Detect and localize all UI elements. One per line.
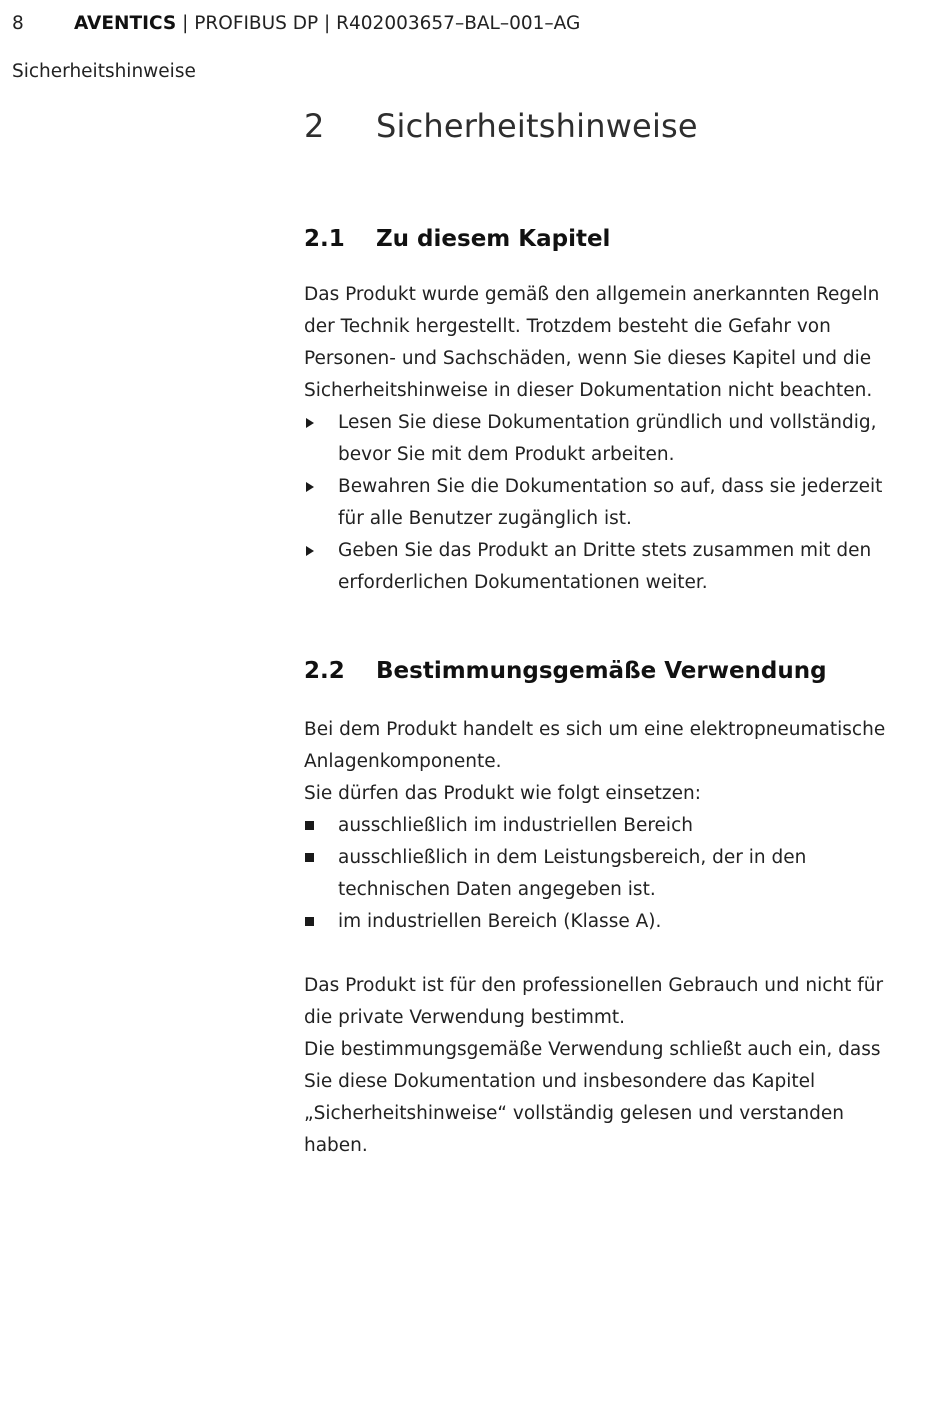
- instruction-text: Lesen Sie diese Dokumentation gründlich und vollständig, bevor Sie mit dem Produkt arbeiten.: [338, 412, 877, 465]
- instruction-item: [304, 471, 904, 535]
- section-heading-2-1: [304, 224, 904, 254]
- square-bullet-icon: [305, 821, 314, 830]
- section-number: 2.1: [304, 226, 345, 252]
- section-title: Zu diesem Kapitel: [376, 226, 611, 252]
- usage-text: im industriellen Bereich (Klasse A).: [338, 911, 662, 932]
- section-body-2-1: [304, 279, 904, 599]
- main-content: [304, 100, 904, 1162]
- section-body-2-2: [304, 714, 904, 1162]
- paragraph-spacer: [304, 938, 904, 970]
- square-bullet-icon: [305, 853, 314, 862]
- usage-text: ausschließlich im industriellen Bereich: [338, 815, 693, 836]
- instruction-item: [304, 535, 904, 599]
- usage-item: [304, 842, 904, 906]
- instruction-list: [304, 407, 904, 599]
- page-header: [12, 11, 580, 37]
- section-heading-2-2: [304, 656, 904, 686]
- page-number: 8: [12, 13, 24, 34]
- square-bullet-icon: [305, 917, 314, 926]
- usage-text: ausschließlich in dem Leistungsbereich, der in den technischen Daten angegeben ist.: [338, 847, 807, 900]
- section-number: 2.2: [304, 658, 345, 684]
- brand-name: AVENTICS: [74, 13, 177, 34]
- intended-use-paragraph: Die bestimmungsgemäße Verwendung schließt auch ein, dass Sie diese Dokumentation und insbesondere das Kapitel „Sicherheitshinweise“ vollständig gelesen und verstanden haben.: [304, 1039, 881, 1156]
- usage-list: [304, 810, 904, 938]
- usage-lead: Sie dürfen das Produkt wie folgt einsetzen:: [304, 783, 701, 804]
- section-title: Bestimmungsgemäße Verwendung: [376, 658, 827, 684]
- triangle-bullet-icon: [306, 482, 314, 492]
- document-identifier: | PROFIBUS DP | R402003657–BAL–001–AG: [176, 13, 581, 34]
- running-title: Sicherheitshinweise: [12, 61, 196, 82]
- usage-item: [304, 906, 904, 938]
- instruction-text: Geben Sie das Produkt an Dritte stets zusammen mit den erforderlichen Dokumentationen weiter.: [338, 540, 872, 593]
- instruction-text: Bewahren Sie die Dokumentation so auf, dass sie jederzeit für alle Benutzer zugänglich ist.: [338, 476, 883, 529]
- section-intro: Bei dem Produkt handelt es sich um eine elektropneumatische Anlagenkomponente.: [304, 719, 886, 772]
- chapter-number: 2: [304, 107, 325, 145]
- chapter-heading: [304, 100, 904, 152]
- instruction-item: [304, 407, 904, 471]
- chapter-title: Sicherheitshinweise: [376, 107, 698, 145]
- triangle-bullet-icon: [306, 418, 314, 428]
- triangle-bullet-icon: [306, 546, 314, 556]
- section-intro: Das Produkt wurde gemäß den allgemein anerkannten Regeln der Technik hergestellt. Trotzdem besteht die Gefahr von Personen- und Sachschäden, wenn Sie dieses Kapitel und die Sicherheitshinweise in dieser Dokumentation nicht beachten.: [304, 284, 880, 401]
- usage-item: [304, 810, 904, 842]
- professional-use-paragraph: Das Produkt ist für den professionellen Gebrauch und nicht für die private Verwendung bestimmt.: [304, 975, 884, 1028]
